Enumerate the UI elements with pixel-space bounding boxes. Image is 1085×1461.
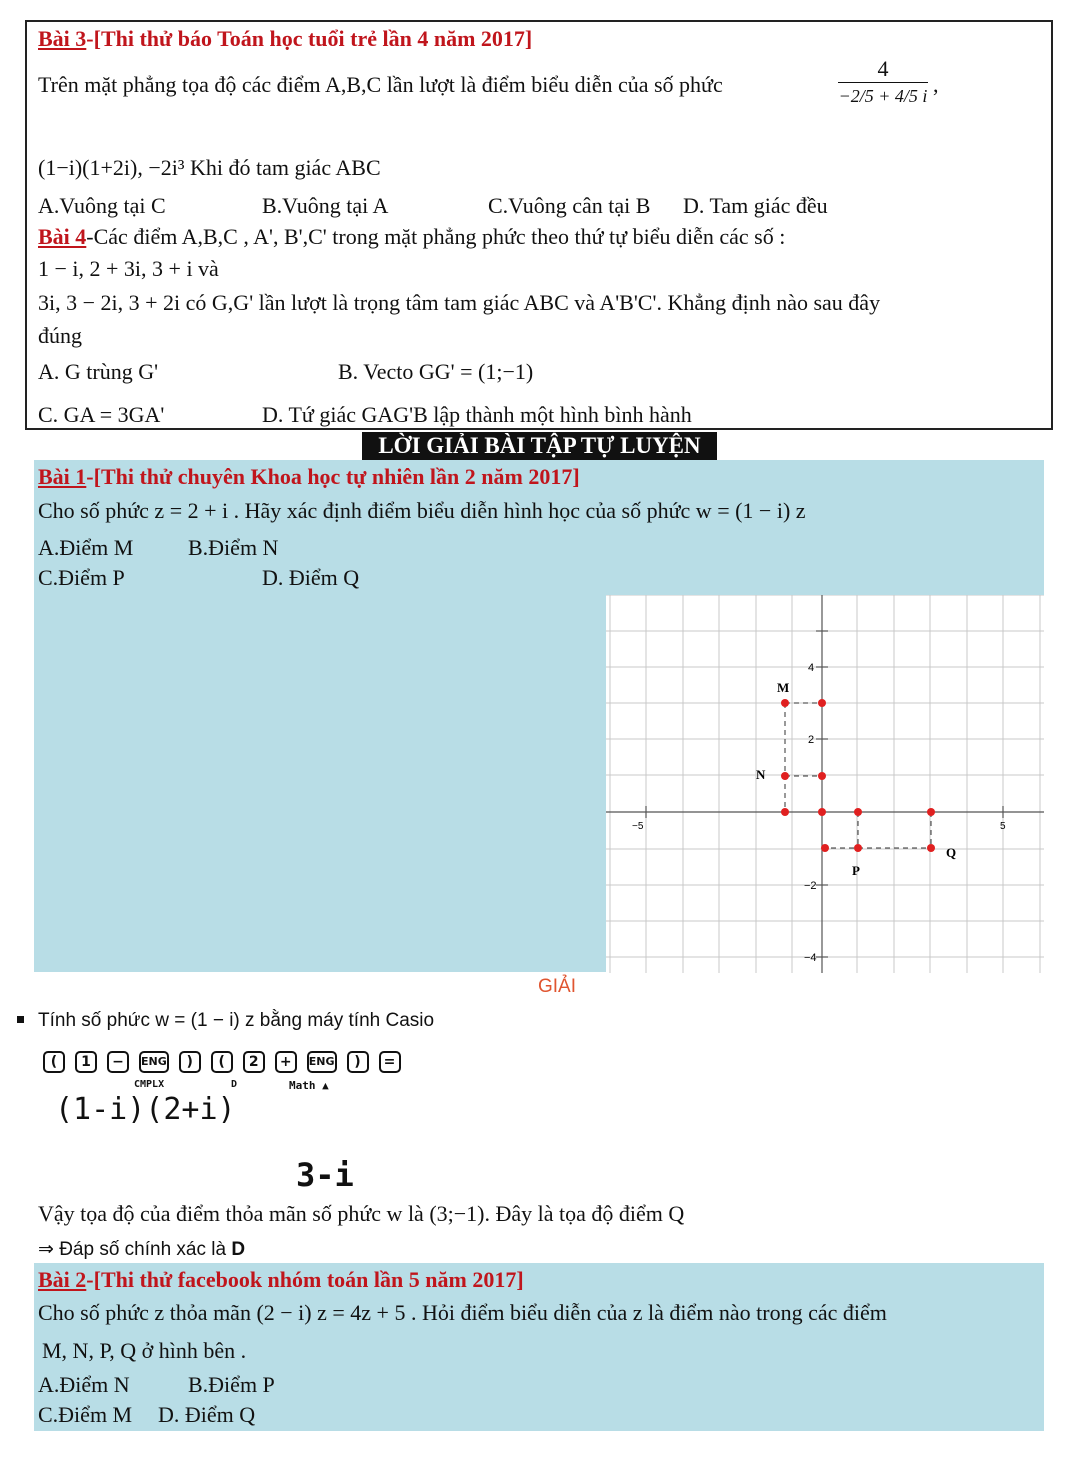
bai2-line2: M, N, P, Q ở hình bên . xyxy=(42,1338,247,1363)
point xyxy=(821,844,829,852)
bullet-marker xyxy=(17,1016,24,1023)
label-m: M xyxy=(777,680,790,695)
x-tick-5: 5 xyxy=(1000,821,1006,832)
bai3-option-a: A.Vuông tại C xyxy=(38,193,166,218)
y-tick-neg2: −2 xyxy=(804,880,817,892)
lcd-status-math: Math ▲ xyxy=(289,1079,329,1092)
bai4-option-b: B. Vecto GG' = (1;−1) xyxy=(338,359,534,384)
key-eng: ENG xyxy=(139,1051,169,1073)
solution-title: GIẢI xyxy=(538,976,577,997)
bai2-option-d: D. Điểm Q xyxy=(158,1402,256,1427)
point xyxy=(781,808,789,816)
solution-bullet: Tính số phức w = (1 − i) z bằng máy tính Casio xyxy=(38,1010,435,1031)
bai2-option-c: C.Điểm M xyxy=(38,1402,133,1427)
fraction-numerator: 4 xyxy=(838,56,928,83)
bai3-comma: , xyxy=(933,72,939,97)
y-tick-2: 2 xyxy=(808,734,815,746)
point xyxy=(818,772,826,780)
bai3-option-c: C.Vuông cân tại B xyxy=(488,193,651,218)
bai1-option-c: C.Điểm P xyxy=(38,565,125,590)
bai1-background-left xyxy=(34,595,606,972)
solution-banner xyxy=(362,432,717,460)
key-equals: = xyxy=(379,1051,401,1073)
key-2: 2 xyxy=(243,1051,265,1073)
casio-keys xyxy=(43,1051,411,1073)
bai2-heading: Bài 2-[Thi thử facebook nhóm toán lần 5 năm 2017] xyxy=(38,1267,524,1292)
label-n: N xyxy=(756,767,766,782)
y-tick-neg4: −4 xyxy=(804,952,817,964)
bai4-option-a: A. G trùng G' xyxy=(38,359,159,384)
point-p xyxy=(854,844,862,852)
label-p: P xyxy=(852,863,860,878)
fraction-denominator: −2/5 + 4/5 i xyxy=(838,86,928,106)
bai2-option-a: A.Điểm N xyxy=(38,1372,130,1397)
bai4-line3: đúng xyxy=(38,323,82,348)
bai4-line2: 3i, 3 − 2i, 3 + 2i có G,G' lần lượt là trọng tâm tam giác ABC và A'B'C'. Khẳng định nào sau đây xyxy=(38,290,881,315)
lcd-result: 3-i xyxy=(296,1156,354,1194)
key-1: 1 xyxy=(75,1051,97,1073)
point-q xyxy=(927,844,935,852)
point xyxy=(854,808,862,816)
bai1-question: Cho số phức z = 2 + i . Hãy xác định điểm biểu diễn hình học của số phức w = (1 − i) z xyxy=(38,498,806,523)
key-minus: − xyxy=(107,1051,129,1073)
x-tick-neg5: −5 xyxy=(632,821,644,832)
key-close-paren: ) xyxy=(347,1051,369,1073)
bai3-fraction xyxy=(838,56,928,109)
banner-text: LỜI GIẢI BÀI TẬP TỰ LUYỆN xyxy=(378,433,701,458)
bai1-option-a: A.Điểm M xyxy=(38,535,134,560)
key-close-paren: ) xyxy=(179,1051,201,1073)
solution-conclusion: Vậy tọa độ của điểm thỏa mãn số phức w là (3;−1). Đây là tọa độ điểm Q xyxy=(38,1201,685,1226)
coordinate-graph xyxy=(606,595,1044,973)
bai3-heading: Bài 3-[Thi thử báo Toán học tuổi trẻ lần 4 năm 2017] xyxy=(38,26,533,51)
point xyxy=(818,699,826,707)
key-open-paren: ( xyxy=(211,1051,233,1073)
bai2-option-b: B.Điểm P xyxy=(188,1372,275,1397)
bai3-line1: Trên mặt phẳng tọa độ các điểm A,B,C lần lượt là điểm biểu diễn của số phức xyxy=(38,72,723,97)
key-plus: + xyxy=(275,1051,297,1073)
bai2-line1: Cho số phức z thỏa mãn (2 − i) z = 4z + 5 . Hỏi điểm biểu diễn của z là điểm nào trong các điểm xyxy=(38,1300,887,1325)
solution-answer: ⇒ Đáp số chính xác là D xyxy=(38,1239,246,1260)
key-eng: ENG xyxy=(307,1051,337,1073)
point xyxy=(818,808,826,816)
bai4-option-d: D. Tứ giác GAG'B lập thành một hình bình hành xyxy=(262,402,692,427)
bai1-option-b: B.Điểm N xyxy=(188,535,279,560)
point xyxy=(927,808,935,816)
bai3-line2: (1−i)(1+2i), −2i³ Khi đó tam giác ABC xyxy=(38,155,381,180)
lcd-status-cmplx: CMPLX xyxy=(134,1079,165,1090)
bai3-option-b: B.Vuông tại A xyxy=(262,193,389,218)
lcd-status-d: D xyxy=(231,1079,238,1090)
label-q: Q xyxy=(946,845,957,860)
bai4-heading: Bài 4-Các điểm A,B,C , A', B',C' trong mặt phẳng phức theo thứ tự biểu diễn các số : xyxy=(38,224,786,249)
bai4-option-c: C. GA = 3GA' xyxy=(38,402,165,427)
lcd-input: (1-i)(2+i) xyxy=(55,1092,236,1127)
bai3-option-d: D. Tam giác đều xyxy=(683,193,828,218)
bai1-heading: Bài 1-[Thi thử chuyên Khoa học tự nhiên lần 2 năm 2017] xyxy=(38,464,580,489)
y-tick-4: 4 xyxy=(808,662,815,674)
point-n xyxy=(781,772,789,780)
point-m xyxy=(781,699,789,707)
bai1-option-d: D. Điểm Q xyxy=(262,565,360,590)
key-open-paren: ( xyxy=(43,1051,65,1073)
bai4-line1: 1 − i, 2 + 3i, 3 + i và xyxy=(38,256,219,281)
